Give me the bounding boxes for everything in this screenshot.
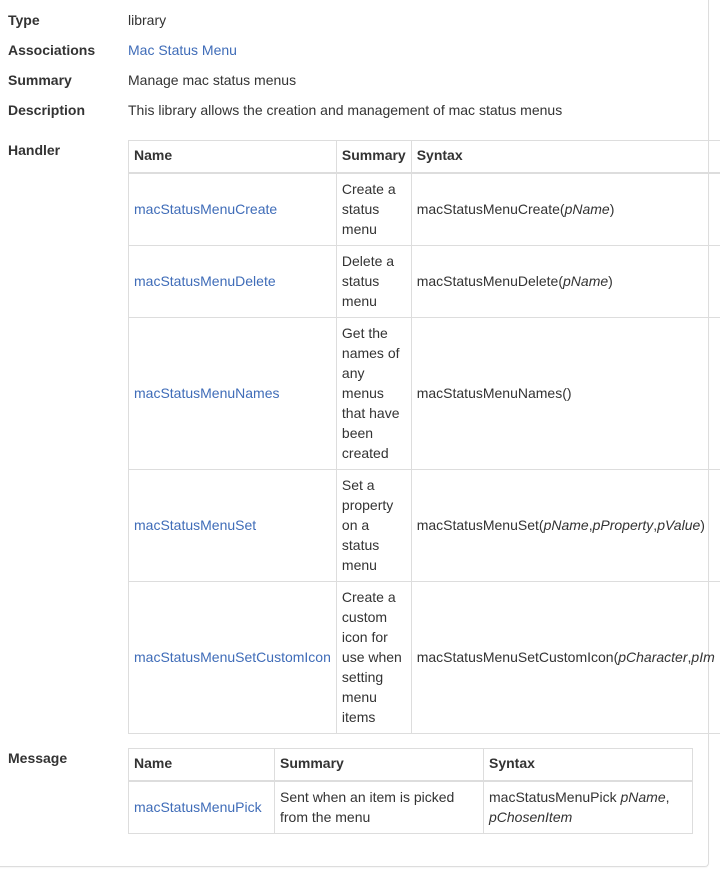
table-row bbox=[129, 581, 720, 733]
message-col-name: Name bbox=[129, 749, 275, 781]
handler-col-syntax: Syntax bbox=[411, 141, 720, 173]
handler-summary: Get the names of any menus that have been created bbox=[336, 317, 411, 469]
summary-value: Manage mac status menus bbox=[128, 72, 297, 88]
type-value: library bbox=[128, 12, 167, 28]
message-label: Message bbox=[8, 750, 68, 766]
meta-associations-row bbox=[0, 40, 720, 60]
meta-description-row bbox=[0, 100, 720, 120]
meta-summary-row bbox=[0, 70, 720, 90]
handler-syntax: macStatusMenuNames() bbox=[411, 317, 720, 469]
message-link[interactable]: macStatusMenuPick bbox=[134, 798, 262, 815]
message-col-syntax: Syntax bbox=[484, 749, 693, 781]
summary-label: Summary bbox=[8, 72, 72, 88]
message-table bbox=[128, 748, 693, 834]
handler-link[interactable]: macStatusMenuSetCustomIcon bbox=[134, 648, 331, 665]
description-label: Description bbox=[8, 102, 86, 118]
message-header-row bbox=[129, 749, 693, 781]
associations-label: Associations bbox=[8, 42, 96, 58]
handler-summary: Set a property on a status menu bbox=[336, 469, 411, 581]
description-value: This library allows the creation and management of mac status menus bbox=[128, 102, 563, 118]
handler-table bbox=[128, 140, 720, 734]
message-col-summary: Summary bbox=[275, 749, 484, 781]
table-row bbox=[129, 781, 693, 834]
handler-col-summary: Summary bbox=[336, 141, 411, 173]
handler-link[interactable]: macStatusMenuSet bbox=[134, 516, 257, 533]
handler-header-row bbox=[129, 141, 720, 173]
table-row bbox=[129, 245, 720, 317]
message-summary: Sent when an item is picked from the menu bbox=[275, 781, 484, 834]
table-row bbox=[129, 317, 720, 469]
meta-type-row bbox=[0, 10, 720, 30]
handler-col-name: Name bbox=[129, 141, 337, 173]
handler-syntax: macStatusMenuSetCustomIcon(pCharacter,pIm bbox=[411, 581, 720, 733]
handler-link[interactable]: macStatusMenuNames bbox=[134, 384, 280, 401]
handler-syntax: macStatusMenuSet(pName,pProperty,pValue) bbox=[411, 469, 720, 581]
handler-link[interactable]: macStatusMenuCreate bbox=[134, 200, 278, 217]
handler-label: Handler bbox=[8, 142, 61, 158]
handler-syntax: macStatusMenuCreate(pName) bbox=[411, 173, 720, 246]
table-row bbox=[129, 469, 720, 581]
type-label: Type bbox=[8, 12, 40, 28]
handler-syntax: macStatusMenuDelete(pName) bbox=[411, 245, 720, 317]
handler-link[interactable]: macStatusMenuDelete bbox=[134, 272, 276, 289]
table-row bbox=[129, 173, 720, 246]
handler-summary: Create a custom icon for use when setting menu items bbox=[336, 581, 411, 733]
handler-summary: Delete a status menu bbox=[336, 245, 411, 317]
associations-link[interactable]: Mac Status Menu bbox=[128, 42, 237, 58]
handler-summary: Create a status menu bbox=[336, 173, 411, 246]
message-syntax: macStatusMenuPick pName, pChosenItem bbox=[484, 781, 693, 834]
